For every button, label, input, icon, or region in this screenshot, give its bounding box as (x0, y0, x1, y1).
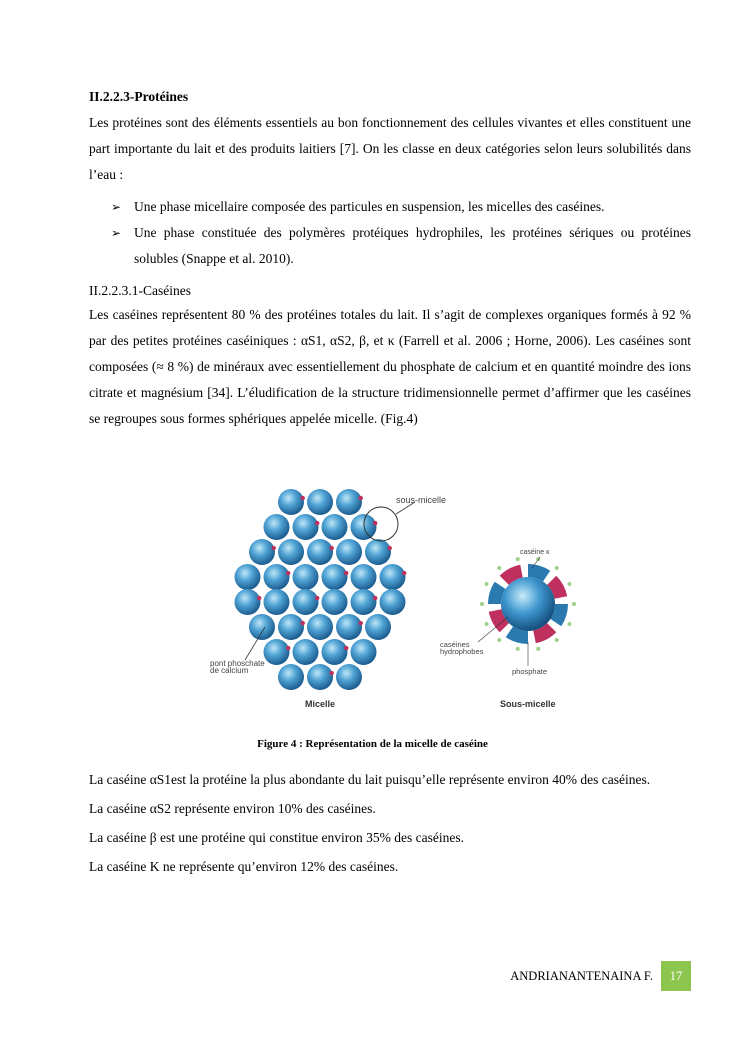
caseine-k-hair (536, 647, 540, 651)
sous-micelle-label: Sous-micelle (500, 699, 556, 709)
sous-micelle-sphere (249, 539, 275, 565)
sous-micelle-sphere (322, 639, 348, 665)
sous-micelle-sphere (351, 639, 377, 665)
arrow-bullet-icon: ➢ (111, 200, 122, 214)
paragraph-kappa: La caséine K ne représente qu’environ 12% des caséines. (89, 859, 399, 874)
sous-micelle-sphere (264, 564, 290, 590)
caseine-k-hair (516, 557, 520, 561)
sous-micelle-sphere (278, 664, 304, 690)
calcium-phosphate-dot (315, 521, 319, 525)
caseine-k-hair (497, 566, 501, 570)
sous-micelle-pointer-label: sous-micelle (396, 495, 447, 505)
paragraph-beta: La caséine β est une protéine qui constitue environ 35% des caséines. (89, 830, 464, 845)
page-body (89, 88, 691, 432)
sous-micelle-sphere (307, 614, 333, 640)
calcium-phosphate-dot (272, 546, 276, 550)
caseine-k-hair (572, 602, 576, 606)
sous-micelle-sphere (336, 614, 362, 640)
sous-micelle-sphere (322, 589, 348, 615)
calcium-phosphate-dot (330, 546, 334, 550)
sous-micelle-sphere (322, 564, 348, 590)
calcium-phosphate-dot (344, 646, 348, 650)
caseines-hydrophobes-label: caséines (440, 640, 470, 649)
sous-micelle-sphere (264, 639, 290, 665)
calcium-phosphate-dot (373, 596, 377, 600)
caseine-k-hair (555, 566, 559, 570)
sous-micelle-sphere (264, 514, 290, 540)
sous-micelle-sphere (278, 489, 304, 515)
sous-micelle-sphere (307, 539, 333, 565)
calcium-phosphate-dot (257, 596, 261, 600)
sous-micelle-sphere (351, 514, 377, 540)
sous-micelle-sphere (380, 564, 406, 590)
subheading: II.2.2.3.1-Caséines (89, 283, 191, 298)
micelle-figure (210, 482, 580, 712)
caseine-k-hair (516, 647, 520, 651)
sous-micelle-sphere (365, 539, 391, 565)
sous-micelle-sphere (249, 614, 275, 640)
sous-micelle-sphere (336, 489, 362, 515)
page-footer (510, 961, 691, 991)
caseine-k-label: caséine κ (520, 549, 550, 556)
caseine-k-hair (567, 622, 571, 626)
caseine-k-hair (497, 638, 501, 642)
calcium-phosphate-dot (286, 571, 290, 575)
footer-author: ANDRIANANTENAINA F. (510, 968, 653, 983)
sous-micelle-sphere (351, 589, 377, 615)
sous-micelle-sphere (293, 564, 319, 590)
sous-micelle-sphere (336, 539, 362, 565)
calcium-phosphate-dot (344, 571, 348, 575)
sous-micelle-sphere (307, 664, 333, 690)
sous-micelle-sphere (380, 589, 406, 615)
caseines-hydrophobes-label-2: hydrophobes (440, 647, 484, 656)
calcium-phosphate-dot (330, 671, 334, 675)
caseine-k-hair (485, 582, 489, 586)
figure-caption: Figure 4 : Représentation de la micelle de caséine (257, 738, 488, 750)
caseine-k-hair (480, 602, 484, 606)
page-number: 17 (661, 961, 691, 991)
calcium-phosphate-dot (388, 546, 392, 550)
calcium-phosphate-dot (286, 646, 290, 650)
sous-micelle-sphere (293, 639, 319, 665)
calcium-phosphate-dot (301, 621, 305, 625)
sous-micelle-sphere (351, 564, 377, 590)
calcium-phosphate-dot (315, 596, 319, 600)
calcium-phosphate-dot (359, 621, 363, 625)
paragraph-as2: La caséine αS2 représente environ 10% des caséines. (89, 801, 376, 816)
sous-micelle-sphere (264, 589, 290, 615)
sous-micelle-core (501, 577, 555, 631)
calcium-phosphate-dot (402, 571, 406, 575)
sous-micelle-sphere (322, 514, 348, 540)
calcium-phosphate-dot (359, 496, 363, 500)
bullet-list (89, 194, 691, 272)
phosphate-label: phosphate (512, 667, 548, 676)
sous-micelle-sphere (235, 564, 261, 590)
sous-micelle-sphere (293, 514, 319, 540)
calcium-phosphate-dot (373, 521, 377, 525)
micelle-label: Micelle (305, 699, 336, 709)
sous-micelle-sphere (235, 589, 261, 615)
sous-micelle-sphere (365, 614, 391, 640)
arrow-bullet-icon: ➢ (111, 226, 122, 240)
list-item: ➢ Une phase constituée des polymères protéiques hydrophiles, les protéines sériques ou protéines solubles (Snappe et al. 2010). (89, 220, 691, 272)
paragraph-as1: La caséine αS1est la protéine la plus abondante du lait puisqu’elle représente environ 40% des caséines. (89, 772, 651, 787)
calcium-phosphate-dot (301, 496, 305, 500)
pont-label: pont phoschate (210, 659, 265, 668)
caseine-k-hair (555, 638, 559, 642)
caseine-k-hair (567, 582, 571, 586)
list-item: ➢ Une phase micellaire composée des particules en suspension, les micelles des caséines. (89, 194, 691, 220)
intro-paragraph: Les protéines sont des éléments essentiels au bon fonctionnement des cellules vivantes et elles constituent une part importante du lait et des produits laitiers [7]. On les classe en deux catégories selon leurs solubilités dans l’eau : (89, 115, 691, 182)
pont-label-2: de calcium (210, 666, 249, 675)
sous-micelle-sphere (336, 664, 362, 690)
sous-micelle-diagram (440, 549, 576, 709)
caseines-details (89, 770, 691, 886)
sous-micelle-sphere (293, 589, 319, 615)
sous-micelle-sphere (278, 539, 304, 565)
section-heading: II.2.2.3-Protéines (89, 89, 189, 104)
sous-micelle-sphere (278, 614, 304, 640)
caseines-paragraph: Les caséines représentent 80 % des protéines totales du lait. Il s’agit de complexes organiques formés à 92 % par des petites protéines caséiniques : αS1, αS2, β, et κ (Farrell et al. 2006 ; Horne, 2006). Les caséines sont composées (≈ 8 %) de minéraux avec essentiellement du phosphate de calcium et en quantité moindre des ions citrate et magnésium [34]. L’éludification de la structure tridimensionnelle permet d’affirmer que les caséines se regroupes sous formes sphériques appelée micelle. (Fig.4) (89, 307, 691, 426)
sous-micelle-sphere (307, 489, 333, 515)
caseine-k-hair (485, 622, 489, 626)
